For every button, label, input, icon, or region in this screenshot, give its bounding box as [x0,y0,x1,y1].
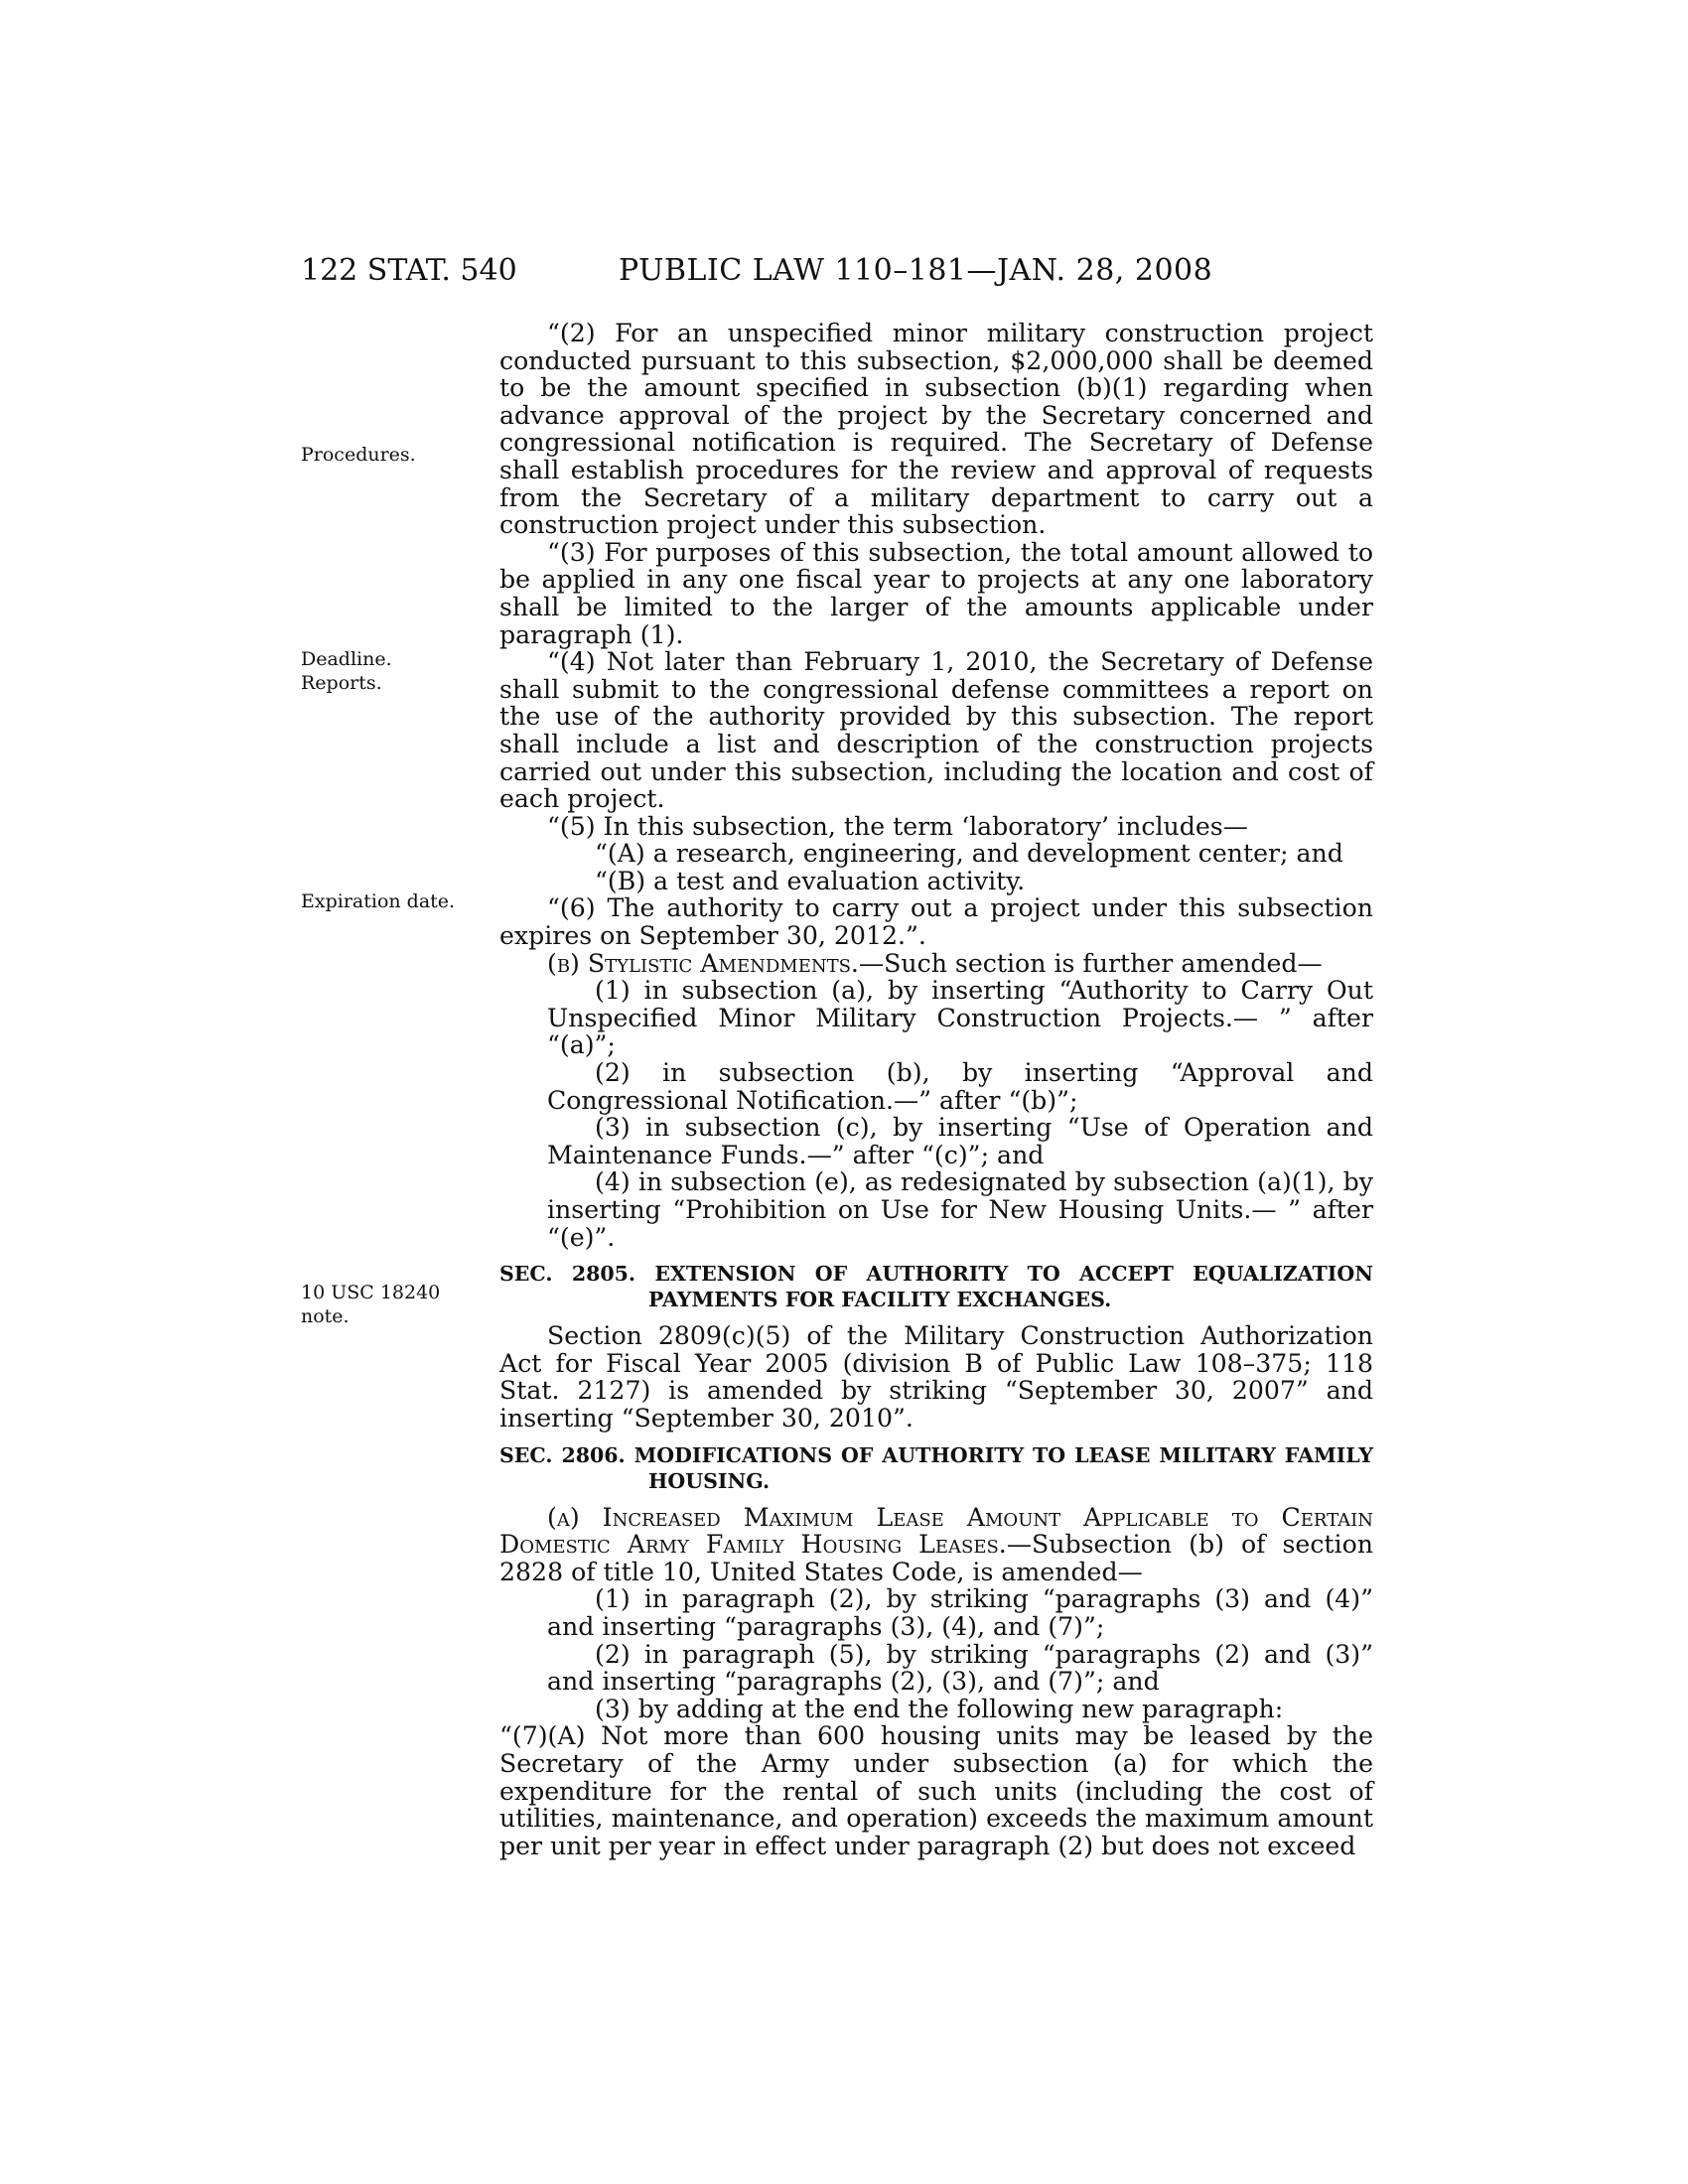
margin-note-expiration: Expiration date. [301,890,456,912]
paragraph: (3) by adding at the end the following new paragraph: [595,1694,1284,1723]
paragraph: (2) in subsection (b), by inserting “Approval and Congressional Notification.—” after “(b)”; [547,1058,1373,1115]
paragraph-text: —Subsection (b) of section 2828 of title 10, United States Code, is amended— [499,1530,1373,1586]
margin-note-usc [301,1281,460,1328]
margin-note-deadline-text: Deadline. [301,648,392,670]
margin-note-usc-line1: 10 USC 18240 [301,1282,441,1303]
margin-note-deadline [301,647,460,695]
document-body [499,320,1373,1859]
paragraph: “(6) The authority to carry out a project under this subsection expires on September 30, 2012.”. [499,893,1373,951]
margin-note-reports-text: Reports. [301,672,382,694]
paragraph: (1) in paragraph (2), by striking “paragraphs (3) and (4)” and inserting “paragraphs (3), (4), and (7)”; [547,1584,1373,1641]
paragraph: (2) in paragraph (5), by striking “paragraphs (2) and (3)” and inserting “paragraphs (2), (3), and (7)”; and [547,1639,1373,1697]
paragraph: “(A) a research, engineering, and development center; and [595,839,1343,869]
paragraph: (3) in subsection (c), by inserting “Use of Operation and Maintenance Funds.—” after “(c)”; and [547,1113,1373,1169]
paragraph: “(B) a test and evaluation activity. [595,866,1026,895]
paragraph-increased-lease [499,1504,1373,1586]
paragraph: “(3) For purposes of this subsection, the total amount allowed to be applied in any one fiscal year to projects at any one laboratory shall be limited to the larger of the amounts applicable under paragraph (1). [499,537,1373,649]
paragraph: Section 2809(c)(5) of the Military Construction Authorization Act for Fiscal Year 2005 (division B of Public Law 108–375; 118 Stat. 2127) is amended by striking “September 30, 2007” and inserting “September 30, 2010”. [499,1321,1373,1433]
paragraph: (1) in subsection (a), by inserting “Authority to Carry Out Unspecified Minor Military Construction Projects.— ” after “(a)”; [547,976,1373,1060]
paragraph: “(2) For an unspecified minor military construction project conducted pursuant to this subsection, $2,000,000 shall be deemed to be the amount specified in subsection (b)(1) regarding when advance approval of the project by the Secretary concerned and congressional notification is required. The Secretary of Defense shall establish procedures for the review and approval of requests from the Secretary of a military department to carry out a construction project under this subsection. [499,319,1373,540]
paragraph-stylistic-amendments [499,950,1373,978]
paragraph: “(5) In this subsection, the term ‘laboratory’ includes— [547,811,1248,841]
section-heading-2806: SEC. 2806. MODIFICATIONS OF AUTHORITY TO LEASE MILITARY FAMILY HOUSING. [499,1442,1373,1493]
page-header [301,253,1373,293]
stat-reference: 122 STAT. 540 [301,253,517,288]
paragraph-heading: (b) Stylistic Amendments. [547,948,859,978]
section-heading-2805: SEC. 2805. EXTENSION OF AUTHORITY TO ACCEPT EQUALIZATION PAYMENTS FOR FACILITY EXCHANGES. [499,1262,1373,1312]
margin-note-procedures: Procedures. [301,444,416,466]
paragraph: (4) in subsection (e), as redesignated by subsection (a)(1), by inserting “Prohibition on Use for New Housing Units.— ” after “(e)”. [547,1167,1373,1252]
margin-note-usc-line2: note. [301,1305,350,1327]
paragraph-text: —Such section is further amended— [858,948,1323,978]
public-law-title: PUBLIC LAW 110–181—JAN. 28, 2008 [619,253,1213,288]
paragraph: “(4) Not later than February 1, 2010, the Secretary of Defense shall submit to the congressional defense committees a report on the use of the authority provided by this subsection. The report shall include a list and description of the construction projects carried out under this subsection, including the location and cost of each project. [499,647,1373,814]
paragraph-heading: (a) Increased Maximum Lease Amount Applicable to Certain Domestic Army Family Housing Leases. [499,1502,1373,1560]
paragraph: “(7)(A) Not more than 600 housing units may be leased by the Secretary of the Army under subsection (a) for which the expenditure for the rental of such units (including the cost of utilities, maintenance, and operation) exceeds the maximum amount per unit per year in effect under paragraph (2) but does not exceed [499,1721,1373,1860]
